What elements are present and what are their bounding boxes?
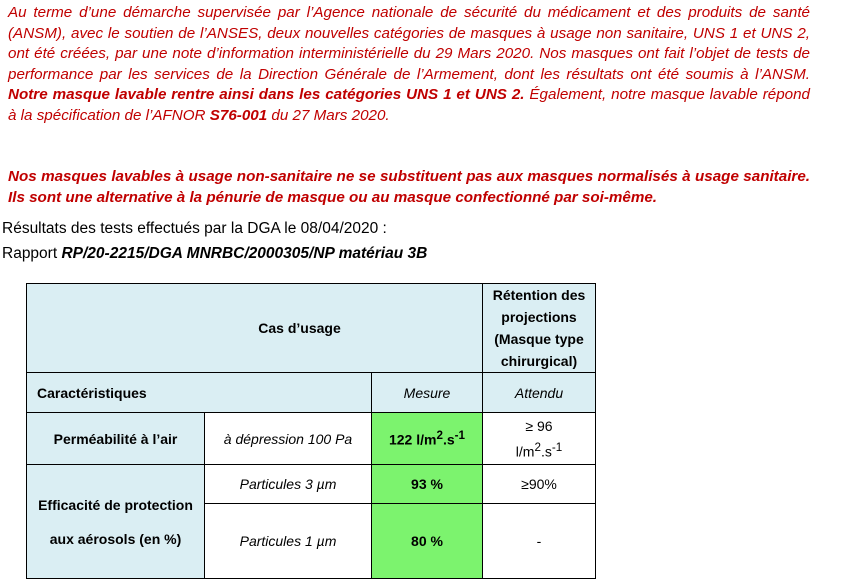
particles-1-expected: - (483, 504, 596, 579)
table-subheader-row (27, 373, 596, 413)
permeability-condition: à dépression 100 Pa (205, 413, 372, 465)
table-header-row (27, 284, 596, 373)
particles-3-condition: Particules 3 µm (205, 465, 372, 504)
intro-paragraph (8, 3, 810, 126)
characteristics-header: Caractéristiques (27, 373, 372, 413)
particles-3-expected: ≥90% (483, 465, 596, 504)
measure-header: Mesure (372, 373, 483, 413)
permeability-measure: 122 $l/m^2.s^{-1}$ (372, 413, 483, 465)
notice-paragraph: Nos masques lavables à usage non-sanitaire ne se substituent pas aux masques normalisés à usage sanitaire. Ils sont une alternative à la pénurie de masque ou au masque confectionné par soi-même. (8, 168, 810, 206)
report-reference: RP/20-2215/DGA MNRBC/2000305/NP matériau 3B (61, 245, 428, 262)
particles-1-condition: Particules 1 µm (205, 504, 372, 579)
retention-header-line-1: Rétention des projections (492, 287, 586, 325)
particles-1-measure: 80 % (372, 504, 483, 579)
permeability-label: Perméabilité à l’air (27, 413, 205, 465)
table-row (27, 465, 596, 504)
report-prefix: Rapport (2, 245, 58, 262)
particles-3-measure: 93 % (372, 465, 483, 504)
report-line (2, 244, 427, 264)
efficiency-label: Efficacité de protection aux aérosols (en %) (27, 465, 205, 579)
intro-text-3: du 27 Mars 2020. (271, 106, 390, 124)
use-case-header: Cas d’usage (27, 284, 483, 373)
results-table (26, 283, 596, 579)
permeability-expected: ≥ 96 $l/m^2.s^{-1}$ (483, 413, 596, 465)
intro-bold-text: Notre masque lavable rentre ainsi dans les catégories UNS 1 et UNS 2. (8, 86, 525, 103)
expected-header: Attendu (483, 373, 596, 413)
intro-text-1: Au terme d’une démarche supervisée par l’Agence nationale de sécurité du médicament et des produits de santé (ANSM), avec le soutien de l’ANSES, deux nouvelles catégories de masques à usage non sanitaire, UNS 1 et UNS 2, ont été créées, par une note d’information interministérielle du 29 Mars 2020. Nos masques ont fait l’objet de tests de performance par les services de la Direction Générale de l’Armement, dont les résultats ont été soumis à l’ANSM. (8, 4, 810, 83)
spec-code: S76-001 (209, 106, 268, 124)
intro-text-2: Également, notre masque lavable répond à la spécification de l’AFNOR (8, 86, 810, 124)
results-line: Résultats des tests effectués par la DGA le 08/04/2020 : (2, 220, 387, 237)
retention-header (483, 284, 596, 373)
retention-header-line-2: (Masque type chirurgical) (494, 331, 584, 369)
table-row (27, 413, 596, 465)
